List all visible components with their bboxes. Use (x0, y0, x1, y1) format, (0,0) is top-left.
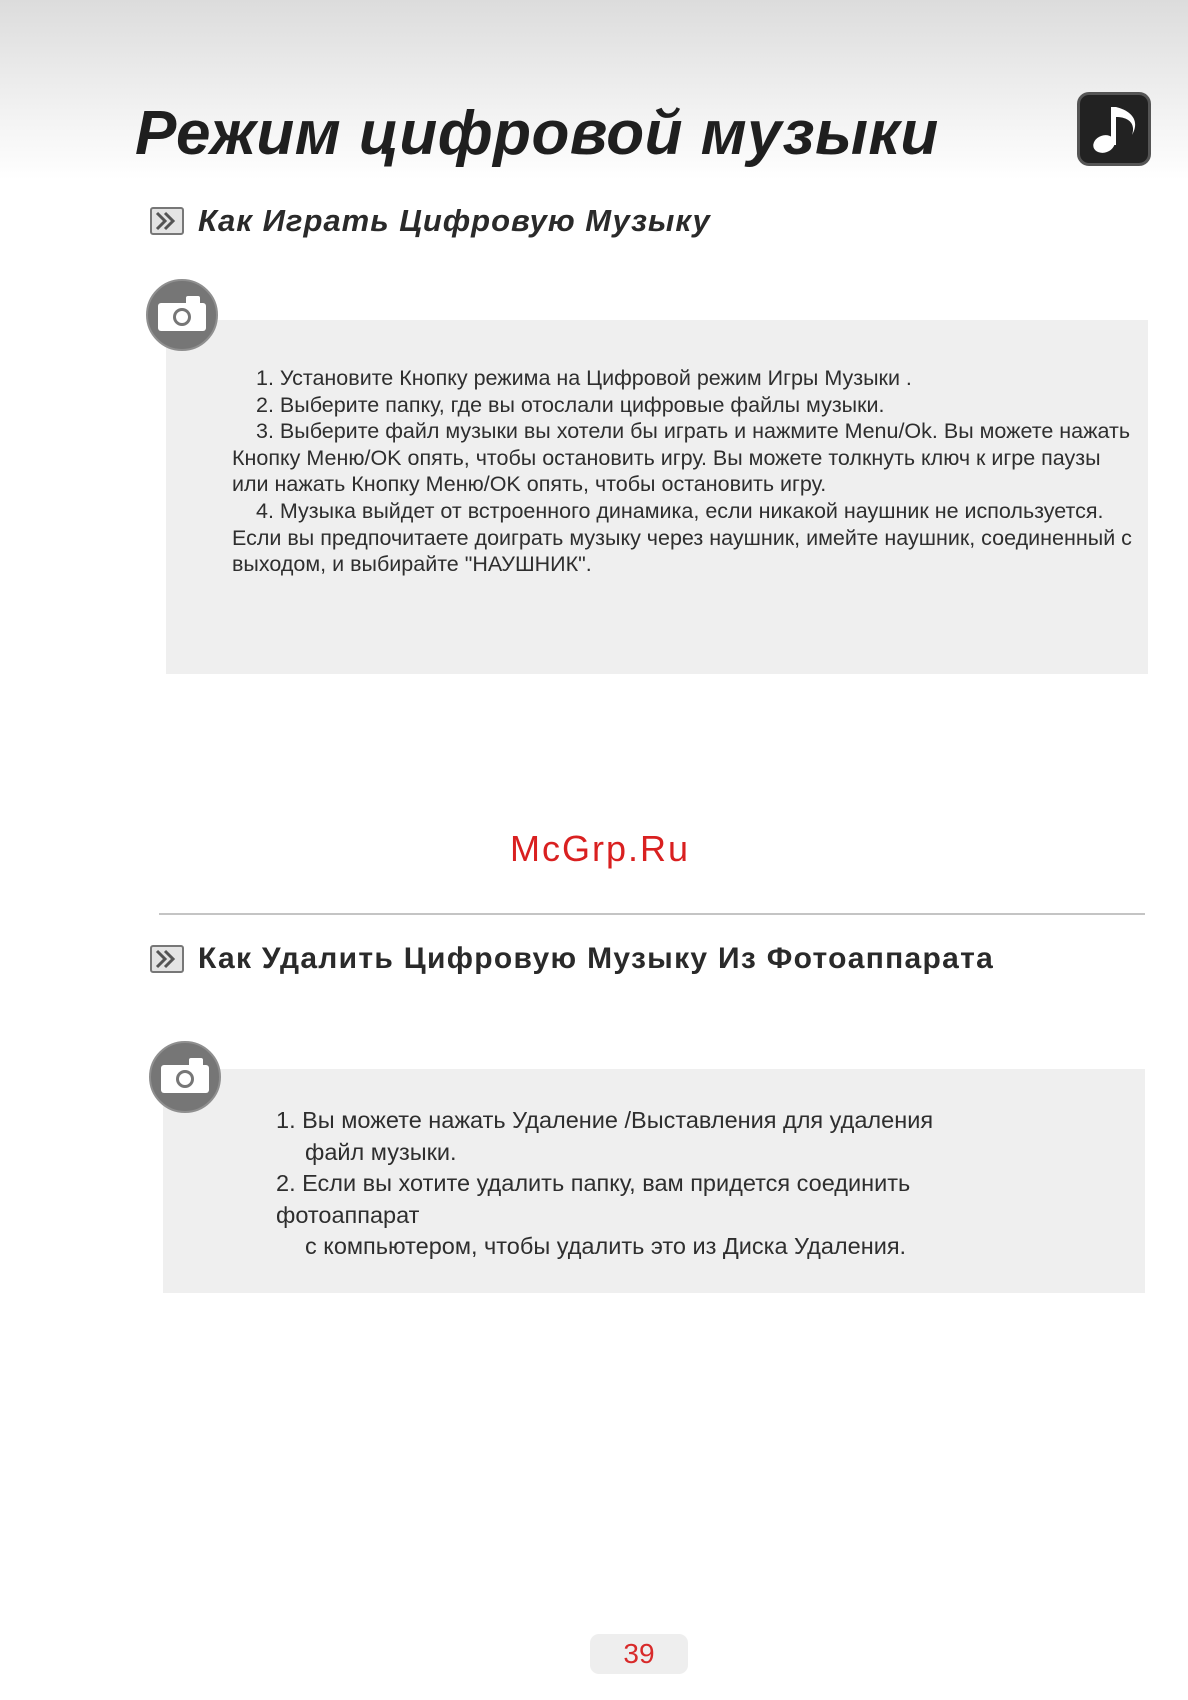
section-delete-title: Как Удалить Цифровую Музыку Из Фотоаппарата (198, 942, 995, 975)
section-divider (159, 913, 1145, 915)
section-delete-heading (150, 942, 994, 976)
section-play-heading (150, 203, 711, 239)
play-step-4: 4. Музыка выйдет от встроенного динамика, если никакой наушник не используется. Если вы предпочитаете доиграть музыку через наушник, имейте наушник, соединенный с выходом, и выбирайте "НАУШНИК". (232, 498, 1132, 577)
play-step-3: 3. Выберите файл музыки вы хотели бы играть и нажмите Menu/Ok. Вы можете нажать Кнопку Меню/OK опять, чтобы остановить игру. Вы можете толкнуть ключ к игре паузы или нажать Кнопку Меню/OK опять, чтобы остановить игру. (232, 419, 1131, 497)
play-instructions-text (232, 365, 1132, 578)
double-chevron-icon (150, 207, 184, 235)
watermark: McGrp.Ru (509, 828, 691, 869)
music-note-icon (1080, 95, 1148, 163)
camera-badge (148, 1040, 222, 1114)
delete-line: фотоаппарат (276, 1201, 420, 1228)
page-number: 39 (590, 1634, 688, 1674)
double-chevron-icon (150, 945, 184, 973)
camera-icon (145, 278, 219, 352)
camera-badge (145, 278, 219, 352)
camera-icon (148, 1040, 222, 1114)
delete-instructions-text (276, 1105, 1136, 1263)
music-note-badge (1077, 92, 1151, 166)
delete-line: с компьютером, чтобы удалить это из Диска Удаления. (305, 1233, 907, 1259)
play-step-2: 2. Выберите папку, где вы отослали цифровые файлы музыки. (256, 392, 885, 417)
delete-line: 1. Вы можете нажать Удаление /Выставления для удаления (276, 1107, 934, 1133)
section-play-title: Как Играть Цифровую Музыку (198, 203, 711, 238)
delete-line: файл музыки. (305, 1138, 457, 1165)
play-step-1: 1. Установите Кнопку режима на Цифровой режим Игры Музыки . (256, 366, 912, 390)
delete-line: 2. Если вы хотите удалить папку, вам придется соединить (276, 1170, 911, 1196)
page-title: Режим цифровой музыки (135, 99, 939, 168)
